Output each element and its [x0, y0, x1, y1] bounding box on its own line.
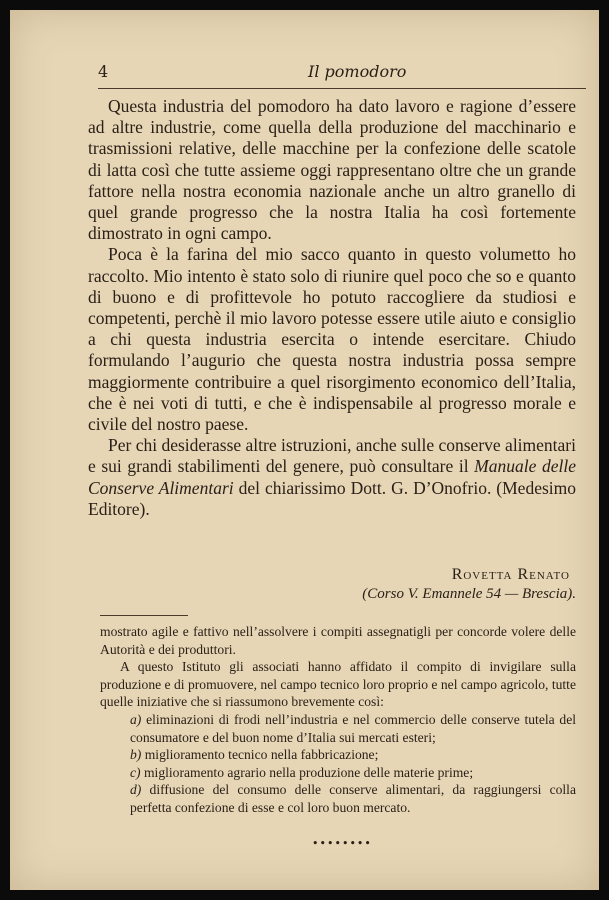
item-text: miglioramento tecnico nella fabbricazione;	[144, 747, 379, 763]
footnote-lead: mostrato agile e fattivo nell’assolvere i compiti assegnatigli per concorde volere delle Autorità e dei produttori.	[100, 624, 576, 657]
author-name: Rovetta Renato	[451, 566, 570, 583]
list-item	[100, 781, 576, 816]
page-number: 4	[98, 62, 109, 81]
footnote-rule	[100, 615, 188, 616]
author-address: (Corso V. Emannele 54 — Brescia).	[362, 586, 576, 602]
paragraph	[88, 435, 576, 520]
main-text	[88, 96, 576, 520]
item-marker: b)	[130, 747, 142, 763]
footnote-paragraph: A questo Istituto gli associati hanno affidato il compito di invigilare sulla produzione e di promuovere, nel campo tecnico loro proprio e nel campo agricolo, tutte quelle iniziative che si riassumono brevemente così:	[100, 659, 576, 710]
item-text: eliminazioni di frodi nell’industria e nel commercio delle conserve tutela del consumatore e del buon nome d’Italia sui mercati esteri;	[130, 711, 576, 745]
item-text: diffusione del consumo delle conserve alimentari, da raggiungersi colla perfetta confezione di esse e col loro buon mercato.	[130, 782, 576, 815]
item-marker: c)	[130, 764, 141, 780]
paragraph-text: del chiarissimo Dott. G. D’Onofrio. (Medesimo Editore).	[88, 477, 577, 519]
paragraph: Questa industria del pomodoro ha dato lavoro e ragione d’essere ad altre industrie, come quella della produzione del macchinario e trasmissioni relative, delle macchine per la confezione delle scatole di latta così che tutte assieme oggi rappresentano oltre che un grande fattore nella nostra economia nazionale anche un altro granello di quel grande progresso che la nostra Italia ha così fortemente dimostrato in ogni campo.	[88, 96, 576, 244]
paragraph-text: Per chi desiderasse altre istruzioni, anche sulle conserve alimentari e sui grandi stabilimenti del genere, può consultare il	[88, 435, 576, 477]
footnote	[100, 623, 576, 817]
list-item	[100, 711, 576, 746]
page-header	[98, 62, 586, 89]
list-item	[100, 746, 576, 764]
signature-block	[88, 566, 576, 603]
item-text: miglioramento agrario nella produzione delle materie prime;	[143, 764, 474, 780]
manual-title: Manuale delle Conserve Alimentari	[88, 456, 576, 498]
end-ornament: ••••••••	[312, 837, 372, 850]
item-marker: a)	[130, 711, 142, 727]
list-item	[100, 764, 576, 782]
item-marker: d)	[130, 782, 142, 798]
paragraph: Poca è la farina del mio sacco quanto in questo volumetto ho raccolto. Mio intento è stato solo di riunire quel poco che so e quanto di buono e di profittevole ho potuto raccogliere da studiosi e competenti, perchè il mio lavoro potesse essere utile aiuto e consiglio a chi questa industria esercita o intende esercitare. Chiudo formulando l’augurio che questa nostra industria possa sempre maggiormente contribuire a quel risorgimento economico dell’Italia, che è nei voti di tutti, e che è indispensabile al progresso morale e civile del nostro paese.	[88, 244, 576, 435]
running-title: Il pomodoro	[308, 62, 407, 81]
